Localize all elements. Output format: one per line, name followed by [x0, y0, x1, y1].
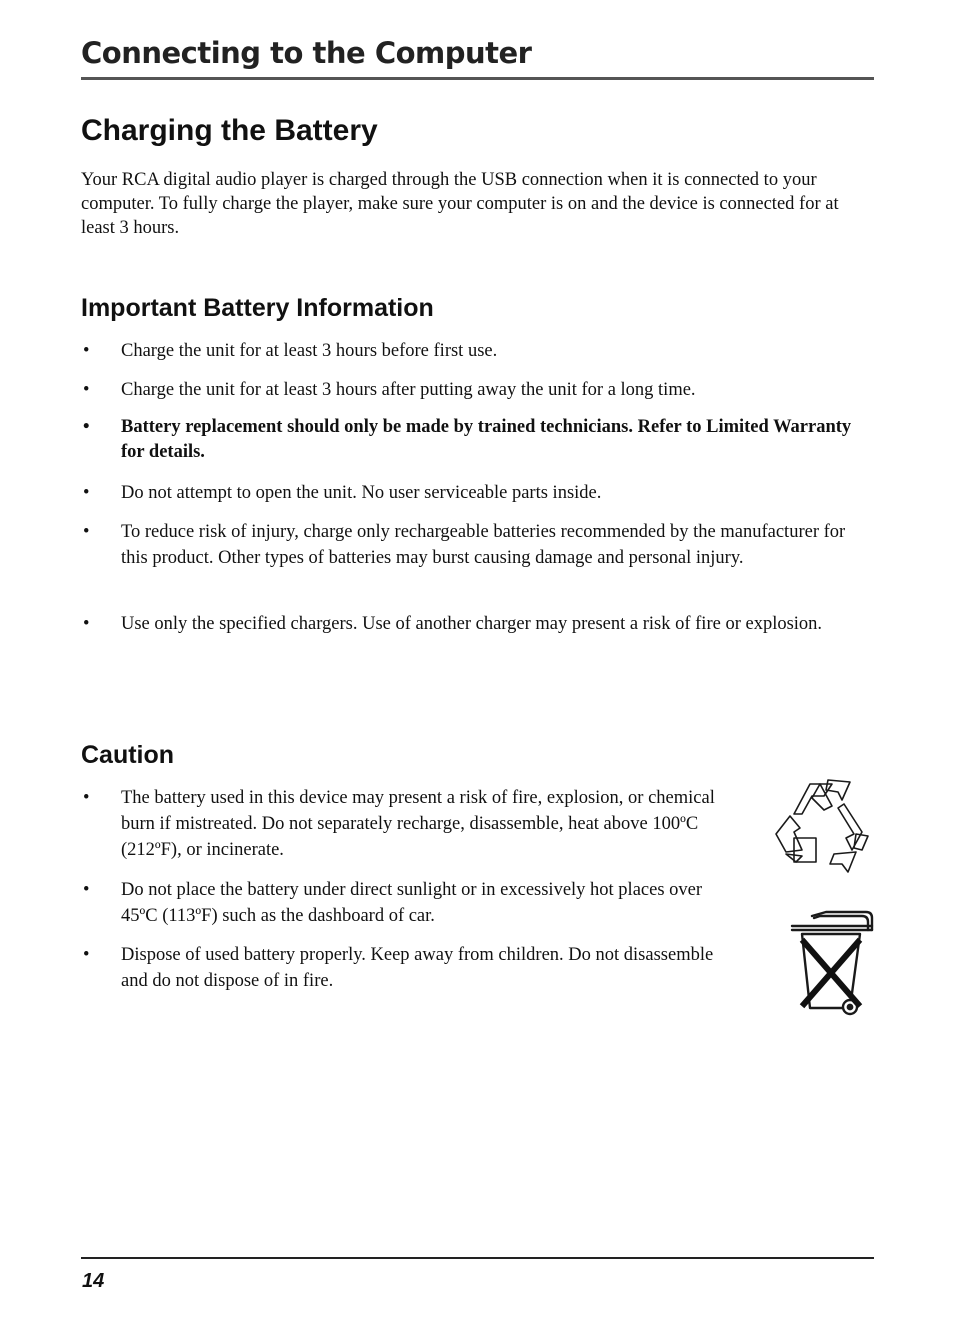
- page-number: 14: [82, 1270, 105, 1292]
- intro-paragraph: Your RCA digital audio player is charged through the USB connection when it is connected to your computer. To fully charge the player, make sure your computer is on and the device is connected for at least 3 hours.: [81, 170, 839, 238]
- bullet-marker: •: [83, 522, 90, 542]
- list-item: [81, 377, 871, 403]
- list-item: [81, 611, 871, 663]
- list-item-text: Charge the unit for at least 3 hours after putting away the unit for a long time.: [121, 380, 696, 400]
- list-item: [81, 338, 871, 364]
- list-item-text: Do not place the battery under direct sunlight or in excessively hot places over 45ºC (113ºF) such as the dashboard of car.: [121, 880, 703, 926]
- page-header-title: Connecting to the Computer: [81, 36, 532, 70]
- list-item: [81, 480, 871, 506]
- list-item-text: To reduce risk of injury, charge only rechargeable batteries recommended by the manufacturer for this product. Other types of batteries may burst causing damage and personal injury.: [121, 522, 846, 568]
- bullet-marker: •: [83, 614, 90, 634]
- list-item-text: Battery replacement should only be made by trained technicians. Refer to Limited Warranty for details.: [121, 417, 852, 462]
- list-item-text: The battery used in this device may present a risk of fire, explosion, or chemical burn if mistreated. Do not separately recharge, disassemble, heat above 100ºC (212ºF), or incinerate.: [121, 788, 715, 860]
- list-item-text: Use only the specified chargers. Use of another charger may present a risk of fire or explosion.: [121, 614, 823, 634]
- bullet-marker: •: [83, 341, 90, 361]
- bullet-marker: •: [83, 380, 90, 400]
- important-info-heading: Important Battery Information: [81, 294, 434, 322]
- list-item-text: Dispose of used battery properly. Keep away from children. Do not disassemble and do not dispose of in fire.: [121, 945, 714, 991]
- bullet-marker: •: [83, 483, 90, 503]
- recycle-icon: [772, 776, 876, 878]
- list-item: [81, 785, 761, 863]
- list-item: [81, 877, 761, 929]
- bullet-marker: •: [83, 417, 90, 437]
- crossed-out-wheelie-bin-icon: [790, 908, 874, 1018]
- header-divider: [81, 77, 874, 80]
- list-item-warning: [81, 415, 871, 467]
- bullet-marker: •: [83, 880, 90, 900]
- bullet-marker: •: [83, 788, 90, 808]
- bullet-marker: •: [83, 945, 90, 965]
- list-item: [81, 519, 871, 597]
- section-title: Charging the Battery: [81, 114, 378, 147]
- footer-divider: [81, 1257, 874, 1259]
- list-item: [81, 942, 761, 994]
- caution-heading: Caution: [81, 741, 175, 769]
- list-item-text: Charge the unit for at least 3 hours before first use.: [121, 341, 498, 361]
- list-item-text: Do not attempt to open the unit. No user serviceable parts inside.: [121, 483, 602, 503]
